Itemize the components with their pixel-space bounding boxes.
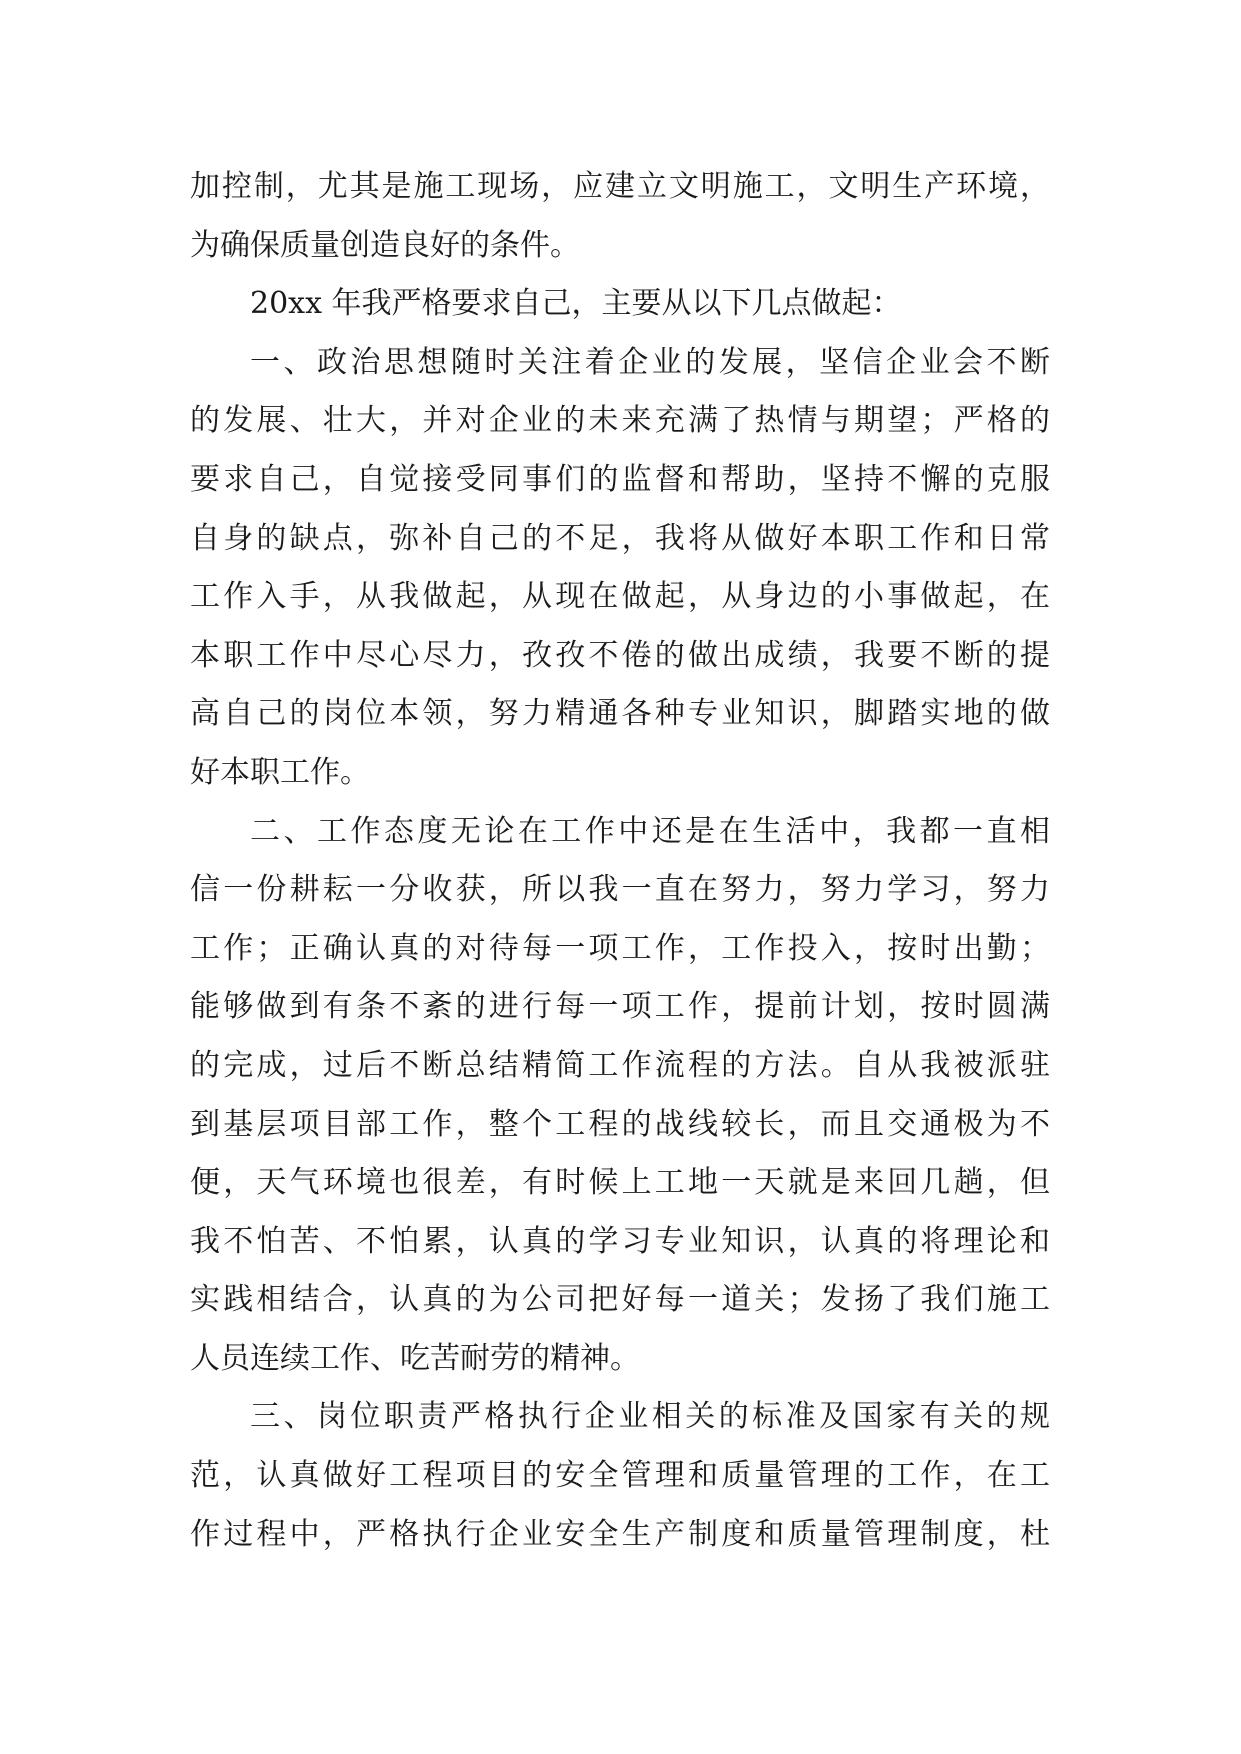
text-line: 高自己的岗位本领，努力精通各种专业知识，脚踏实地的做 xyxy=(190,696,1050,732)
text-line: 一、政治思想随时关注着企业的发展，坚信企业会不断 xyxy=(250,344,1050,380)
text-line: 加控制，尤其是施工现场，应建立文明施工，文明生产环境， xyxy=(190,169,1050,204)
text-line: 好本职工作。 xyxy=(190,754,370,790)
text-line: 能够做到有条不紊的进行每一项工作，提前计划，按时圆满 xyxy=(190,989,1050,1025)
document-body xyxy=(190,158,1050,1564)
text-line: 我不怕苦、不怕累，认真的学习专业知识，认真的将理论和 xyxy=(190,1223,1050,1259)
text-line: 的完成，过后不断总结精简工作流程的方法。自从我被派驻 xyxy=(190,1047,1050,1083)
text-line: 到基层项目部工作，整个工程的战线较长，而且交通极为不 xyxy=(190,1106,1050,1142)
text-line: 人员连续工作、吃苦耐劳的精神。 xyxy=(190,1340,640,1376)
text-line: 二、工作态度无论在工作中还是在生活中，我都一直相 xyxy=(250,813,1050,849)
text-line: 信一份耕耘一分收获，所以我一直在努力，努力学习，努力 xyxy=(190,872,1050,908)
text-line: 范，认真做好工程项目的安全管理和质量管理的工作，在工 xyxy=(190,1458,1050,1494)
text-line: 本职工作中尽心尽力，孜孜不倦的做出成绩，我要不断的提 xyxy=(190,637,1050,673)
text-line: 自身的缺点，弥补自己的不足，我将从做好本职工作和日常 xyxy=(190,520,1050,556)
text-line: 要求自己，自觉接受同事们的监督和帮助，坚持不懈的克服 xyxy=(190,461,1050,497)
text-line: 为确保质量创造良好的条件。 xyxy=(190,227,580,263)
text-line: 便，天气环境也很差，有时候上工地一天就是来回几趟，但 xyxy=(190,1165,1050,1201)
text-line: 20xx 年我严格要求自己，主要从以下几点做起： xyxy=(250,286,902,322)
text-line: 作过程中，严格执行企业安全生产制度和质量管理制度，杜 xyxy=(190,1516,1050,1552)
text-line: 实践相结合，认真的为公司把好每一道关；发扬了我们施工 xyxy=(190,1282,1050,1318)
text-line: 工作入手，从我做起，从现在做起，从身边的小事做起，在 xyxy=(190,579,1050,615)
text-line: 的发展、壮大，并对企业的未来充满了热情与期望；严格的 xyxy=(190,403,1050,439)
text-line: 三、岗位职责严格执行企业相关的标准及国家有关的规 xyxy=(250,1399,1050,1435)
text-line: 工作；正确认真的对待每一项工作，工作投入，按时出勤； xyxy=(190,930,1050,966)
